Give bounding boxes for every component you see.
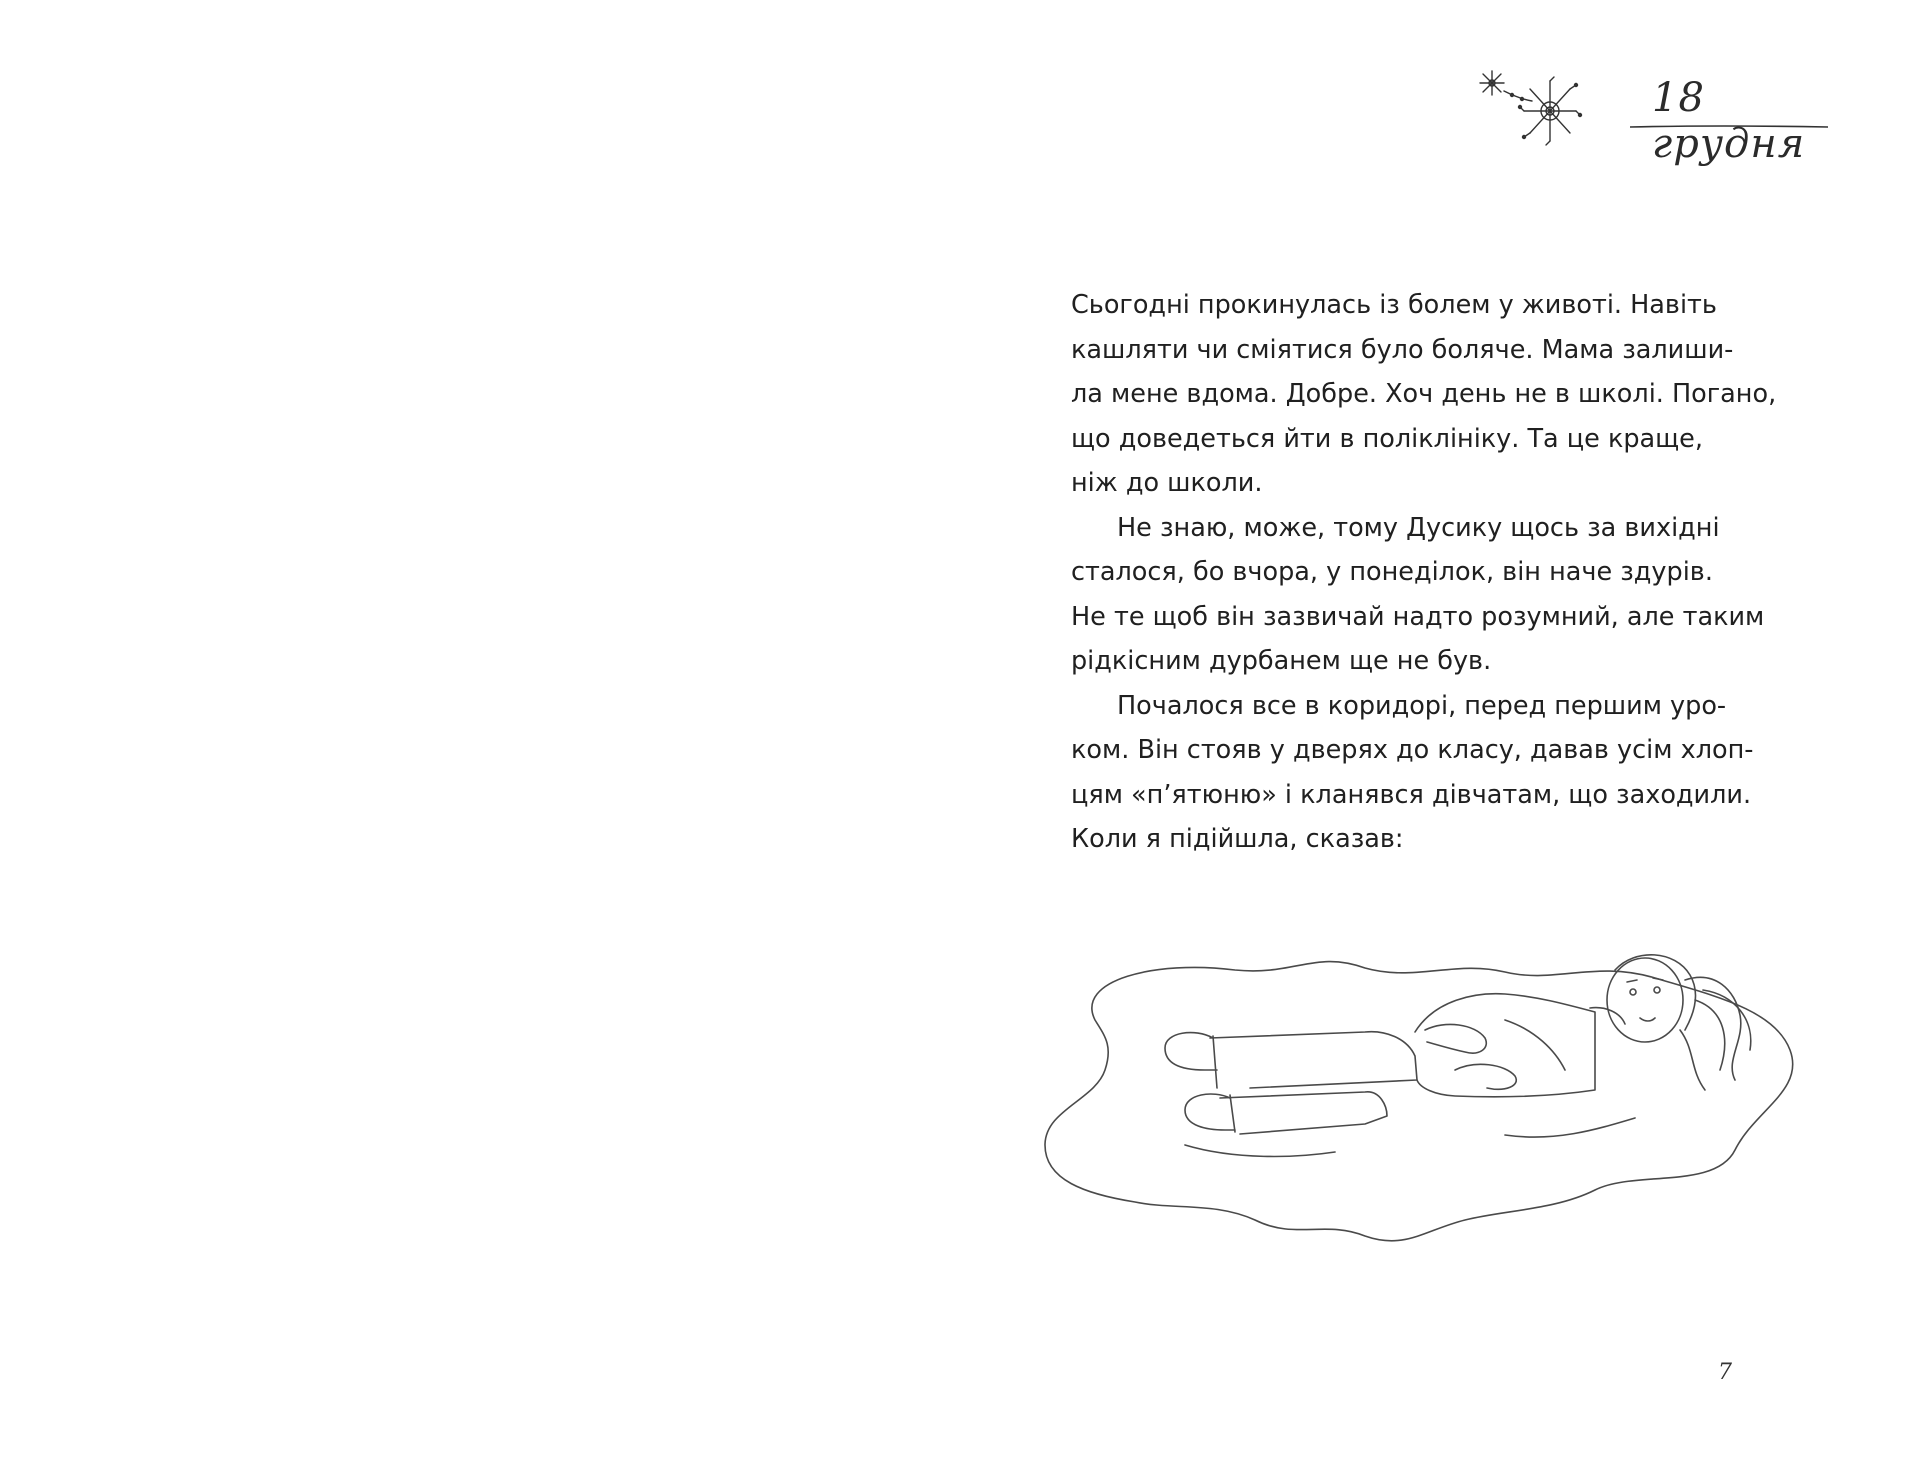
girl-head [1607,958,1683,1042]
text-line: ла мене вдома. Добре. Хоч день не в школі. Погано, [1071,379,1777,409]
girl-leg-lower [1220,1092,1387,1134]
paragraph [1071,684,1771,862]
text-line: Не те щоб він зазвичай надто розумний, але таким [1071,601,1765,632]
text-line: Сьогодні прокинулась із болем у животі. Навіть [1071,290,1717,320]
date-underline [1470,55,1840,155]
girl-foot [1185,1094,1235,1130]
date-title: 18 грудня [1652,75,1806,167]
girl-torso [1415,994,1595,1097]
paragraph [1071,506,1771,684]
text-line: цям «п’ятюню» і кланявся дівчатам, що заходили. [1071,779,1752,810]
girl-leg-upper [1210,1032,1417,1088]
girl-foot [1165,1033,1217,1070]
text-line: сталося, бо вчора, у понеділок, він наче здурів. [1071,557,1713,587]
puddle-outline [1045,962,1793,1241]
date-header [1470,55,1840,167]
text-line: ніж до школи. [1071,468,1263,498]
text-line: Почалося все в коридорі, перед першим уро- [1117,690,1727,721]
text-line: ком. Він стояв у дверях до класу, давав усім хлоп- [1071,735,1754,765]
paragraph [1071,283,1777,506]
girl-lying-in-puddle-illustration [1035,920,1815,1300]
text-line: Не знаю, може, тому Дусику щось за вихідні [1117,512,1720,543]
text-line: що доведеться йти в поліклініку. Та це краще, [1071,423,1703,454]
text-line: рідкісним дурбанем ще не був. [1071,646,1492,676]
page-number: 7 [1718,1360,1732,1385]
body-text [1071,283,1777,862]
text-line: кашляти чи сміятися було боляче. Мама залиши- [1071,334,1734,365]
text-line: Коли я підійшла, сказав: [1071,824,1404,854]
